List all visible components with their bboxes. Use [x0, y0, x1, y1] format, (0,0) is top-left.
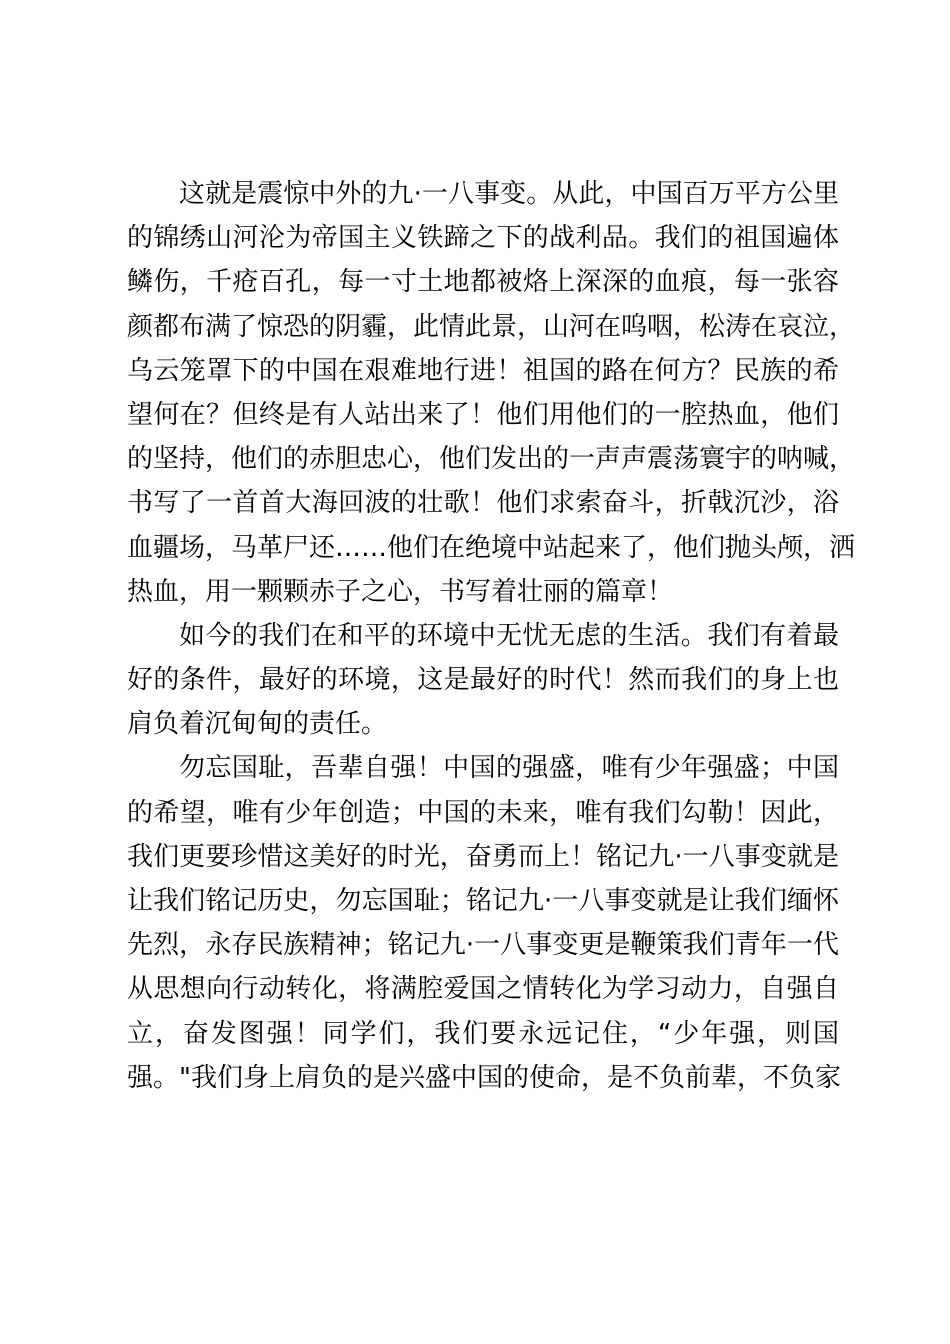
text-line: 勿忘国耻，吾辈自强！中国的强盛，唯有少年强盛；中国: [179, 753, 839, 784]
text-line: 的锦绣山河沦为帝国主义铁蹄之下的战利品。我们的祖国遍体: [127, 223, 839, 254]
text-line: 让我们铭记历史，勿忘国耻；铭记九·一八事变就是让我们缅怀: [127, 886, 839, 916]
text-line: 颜都布满了惊恐的阴霾，此情此景，山河在呜咽，松涛在哀泣，: [127, 311, 856, 342]
text-line: 乌云笼罩下的中国在艰难地行进！祖国的路在何方？民族的希: [127, 355, 839, 386]
body-text: [127, 172, 856, 1100]
text-line: 强。"我们身上肩负的是兴盛中国的使命，是不负前辈，不负家: [127, 1062, 841, 1093]
text-line: 书写了一首首大海回波的壮歌！他们求索奋斗，折戟沉沙，浴: [127, 488, 839, 519]
text-line: 血疆场，马革尸还……他们在绝境中站起来了，他们抛头颅，洒: [127, 532, 856, 563]
text-line: 从思想向行动转化，将满腔爱国之情转化为学习动力，自强自: [127, 974, 839, 1005]
text-line: 热血，用一颗颗赤子之心，书写着壮丽的篇章！: [127, 576, 674, 607]
text-line: 这就是震惊中外的九·一八事变。从此，中国百万平方公里: [179, 179, 839, 209]
text-line: 如今的我们在和平的环境中无忧无虑的生活。我们有着最: [179, 620, 839, 651]
text-line: 的坚持，他们的赤胆忠心，他们发出的一声声震荡寰宇的呐喊，: [127, 444, 856, 475]
paragraph-2: [127, 614, 839, 747]
text-line: 立，奋发图强！同学们，我们要永远记住，“少年强，则国: [127, 1018, 839, 1049]
text-line: 的希望，唯有少年创造；中国的未来，唯有我们勾勒！因此，: [127, 797, 839, 828]
paragraph-3: [127, 746, 839, 1100]
text-line: 肩负着沉甸甸的责任。: [127, 709, 388, 740]
text-line: 望何在？但终是有人站出来了！他们用他们的一腔热血，他们: [127, 399, 839, 430]
text-line: 好的条件，最好的环境，这是最好的时代！然而我们的身上也: [127, 665, 839, 696]
paragraph-1: [127, 172, 856, 614]
text-line: 鳞伤，千疮百孔，每一寸土地都被烙上深深的血痕，每一张容: [127, 267, 839, 298]
text-line: 先烈，永存民族精神；铭记九·一八事变更是鞭策我们青年一代: [127, 930, 839, 961]
text-line: 我们更要珍惜这美好的时光，奋勇而上！铭记九·一八事变就是: [127, 841, 839, 872]
